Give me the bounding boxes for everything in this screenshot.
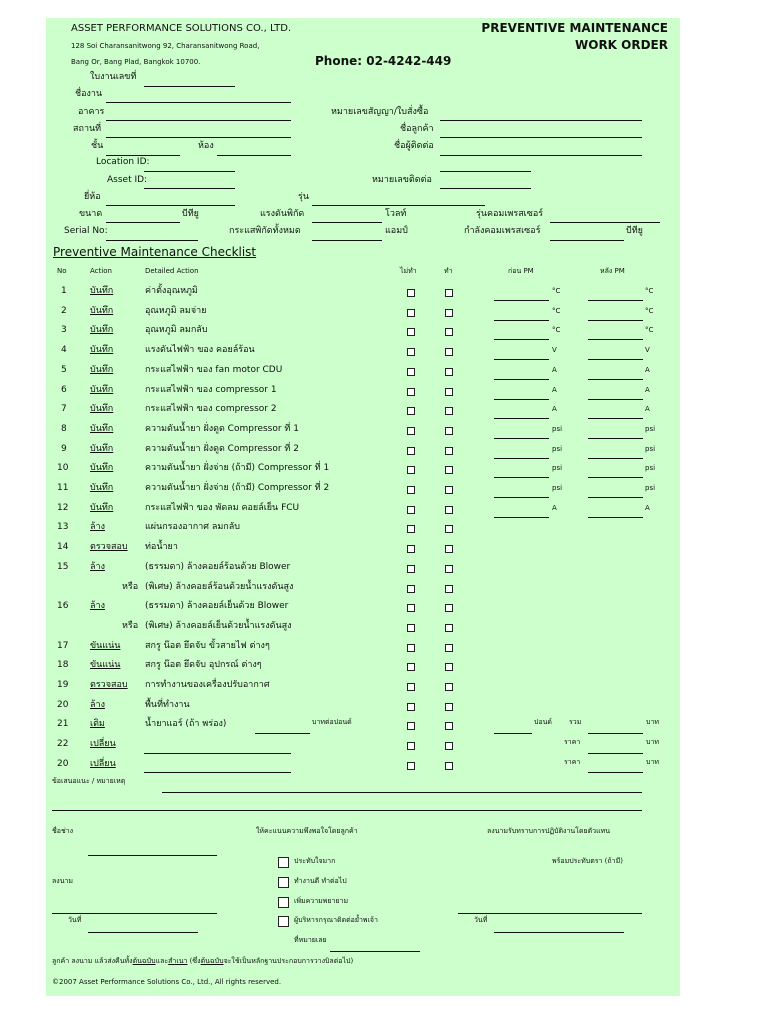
before-pm-field[interactable] [494,339,549,340]
after-pm-unit: A [645,386,650,394]
done-checkbox[interactable] [445,348,453,356]
after-pm-unit: psi [645,425,656,433]
row-number: 2 [61,306,67,316]
price-field-1[interactable] [588,753,643,754]
date-field[interactable] [88,932,198,933]
size-field[interactable] [106,222,180,223]
serial-field[interactable] [106,240,198,241]
done-checkbox[interactable] [445,486,453,494]
before-pm-unit: psi [552,445,563,453]
asset-id-label: Asset ID: [107,175,148,185]
done-checkbox[interactable] [445,644,453,652]
row-detail: สกรู น๊อต ยึดจับ ขั้วสายไฟ ต่างๆ [145,641,270,651]
row-number: 8 [61,424,67,434]
rating-title: ให้คะแนนความพึงพอใจโดยลูกค้า [256,827,358,835]
not-done-checkbox[interactable] [407,466,415,474]
remarks-label: ข้อเสนอแนะ / หมายเหตุ [52,777,126,785]
signature-field[interactable] [52,913,217,914]
price-label-1: ราคา [564,738,581,746]
row-action: เปลี่ยน [90,759,116,769]
before-pm-unit: psi [552,484,563,492]
before-pm-field[interactable] [494,379,549,380]
row-detail: กระแสไฟฟ้า ของ fan motor CDU [145,365,283,375]
location-id-field[interactable] [144,171,235,172]
row-action: ล้าง [90,601,105,611]
before-pm-field[interactable] [494,438,549,439]
before-pm-unit: A [552,405,557,413]
before-pm-unit: A [552,366,557,374]
not-done-checkbox[interactable] [407,604,415,612]
after-pm-field[interactable] [588,300,643,301]
not-done-checkbox[interactable] [407,309,415,317]
row-number: 13 [57,522,69,532]
brand-field[interactable] [106,205,235,206]
row-or-label: หรือ [122,582,139,592]
job-name-label: ชื่องาน [75,89,103,99]
before-pm-unit: psi [552,464,563,472]
row-detail: แผ่นกรองอากาศ ลมกลับ [145,522,240,532]
refill-price-field[interactable] [255,733,310,734]
row-action: บันทึก [90,503,114,513]
room-field[interactable] [217,155,291,156]
before-pm-field[interactable] [494,320,549,321]
refill-baht-label: บาท [646,718,659,726]
size-label: ขนาด [79,209,103,219]
not-done-checkbox[interactable] [407,742,415,750]
row-number: 17 [57,641,69,651]
total-label: รวม [569,718,582,726]
asset-id-field[interactable] [144,188,235,189]
col-header-after-pm: หลัง PM [600,267,625,275]
row-action: เปลี่ยน [90,739,116,749]
not-done-checkbox[interactable] [407,289,415,297]
copyright: ©2007 Asset Performance Solutions Co., Ltd., All rights reserved. [52,978,282,986]
remarks-line-2[interactable] [52,810,642,811]
after-pm-unit: A [645,366,650,374]
row-detail: กระแสไฟฟ้า ของ พัดลม คอยล์เย็น FCU [145,503,300,513]
before-pm-field[interactable] [494,517,549,518]
rating-checkbox-4[interactable] [278,916,289,927]
before-pm-unit: A [552,504,557,512]
done-checkbox[interactable] [445,545,453,553]
return-note: ลูกค้า ลงนาม แล้วส่งคืนทั้งต้นฉบับและสำเนา (ซึ่งต้นฉบับจะใช้เป็นหลักฐานประกอบการวางบิลต่อไป) [52,957,354,965]
rating-option-4: ผู้บริหารกรุณาติดต่อย้ำพเจ้า [294,916,378,924]
row-number: 21 [57,719,69,729]
date2-field[interactable] [494,932,624,933]
after-pm-unit: A [645,405,650,413]
before-pm-field[interactable] [494,418,549,419]
before-pm-unit: A [552,386,557,394]
after-pm-field[interactable] [588,477,643,478]
after-pm-field[interactable] [588,379,643,380]
floor-label: ชั้น [91,141,104,151]
row-action: ตรวจสอบ [90,542,128,552]
after-pm-unit: psi [645,464,656,472]
building-label: อาคาร [78,107,105,117]
floor-field[interactable] [106,155,180,156]
row-detail: สกรู น๊อต ยึดจับ อุปกรณ์ ต่างๆ [145,660,262,670]
row-action: บันทึก [90,463,114,473]
place-field[interactable] [106,137,291,138]
not-done-checkbox[interactable] [407,506,415,514]
row-number: 9 [61,444,67,454]
done-checkbox[interactable] [445,624,453,632]
before-pm-unit: psi [552,425,563,433]
row-action: บันทึก [90,286,114,296]
after-pm-unit: psi [645,445,656,453]
row-or-label: หรือ [122,621,139,631]
row-detail: น้ำยาแอร์ (ถ้า พร่อง) [145,719,227,729]
amp-label: แอมป์ [385,226,408,236]
before-pm-field[interactable] [494,300,549,301]
serial-label: Serial No: [64,226,108,236]
done-checkbox[interactable] [445,506,453,514]
building-field[interactable] [106,120,291,121]
row-detail: ความดันน้ำยา ฝั่งดูด Compressor ที่ 2 [145,444,299,454]
row-number: 1 [61,286,67,296]
after-pm-field[interactable] [588,339,643,340]
row-number: 12 [57,503,69,513]
not-done-checkbox[interactable] [407,545,415,553]
rated-voltage-field[interactable] [312,222,382,223]
not-done-checkbox[interactable] [407,427,415,435]
after-pm-unit: °C [645,326,654,334]
not-done-checkbox[interactable] [407,644,415,652]
row-detail: (ธรรมดา) ล้างคอยล์เย็นด้วย Blower [145,601,289,611]
replace-item-1-field[interactable] [144,753,291,754]
replace-item-2-field[interactable] [144,772,291,773]
row-action: ล้าง [90,700,105,710]
row-detail: ความดันน้ำยา ฝั่งดูด Compressor ที่ 1 [145,424,299,434]
done-checkbox[interactable] [445,762,453,770]
contact-no-label: หมายเลขติดต่อ [372,175,432,185]
baht-label-2: บาท [646,758,659,766]
row-action: ตรวจสอบ [90,680,128,690]
date-label: วันที่ [68,916,82,924]
before-pm-field[interactable] [494,399,549,400]
after-pm-field[interactable] [588,399,643,400]
rating-option-3: เพิ่มความพยายาม [294,897,349,905]
row-number: 19 [57,680,69,690]
not-done-checkbox[interactable] [407,328,415,336]
row-number: 20 [57,700,69,710]
row-action: เติม [90,719,105,729]
checklist-title: Preventive Maintenance Checklist [53,245,257,259]
done-checkbox[interactable] [445,388,453,396]
col-header-done: ทำ [444,267,453,275]
rating-checkbox-3[interactable] [278,897,289,908]
remarks-line-1[interactable] [162,792,642,793]
not-done-checkbox[interactable] [407,624,415,632]
rating-checkbox-2[interactable] [278,877,289,888]
location-id-label: Location ID: [96,157,150,167]
row-number: 3 [61,325,67,335]
row-number: 7 [61,404,67,414]
row-number: 20 [57,759,69,769]
technician-field[interactable] [88,855,217,856]
row-number: 10 [57,463,69,473]
col-header-not-done: ไม่ทำ [400,267,417,275]
row-action: บันทึก [90,424,114,434]
before-pm-unit: °C [552,307,561,315]
row-action: ขันแน่น [90,641,121,651]
rating-option-2: ทำงานดี ทำต่อไป [294,877,347,885]
row-number: 5 [61,365,67,375]
signature-label: ลงนาม [52,877,74,885]
row-number: 22 [57,739,69,749]
price-label-2: ราคา [564,758,581,766]
done-checkbox[interactable] [445,407,453,415]
contact-no-field[interactable] [440,188,531,189]
after-pm-field[interactable] [588,320,643,321]
contract-no-label: หมายเลขสัญญา/ใบสั่งซื้อ [331,107,429,117]
done-checkbox[interactable] [445,585,453,593]
brand-label: ยี่ห้อ [84,192,101,202]
pound-label: ปอนด์ [534,718,552,726]
model-field[interactable] [312,205,485,206]
not-done-checkbox[interactable] [407,565,415,573]
not-done-checkbox[interactable] [407,703,415,711]
form-subtitle: WORK ORDER [575,38,668,52]
rating-checkbox-1[interactable] [278,857,289,868]
before-pm-unit: °C [552,287,561,295]
done-checkbox[interactable] [445,328,453,336]
not-done-checkbox[interactable] [407,663,415,671]
compressor-power-field[interactable] [550,240,624,241]
rated-voltage-label: แรงดันพิกัด [260,209,305,219]
not-done-checkbox[interactable] [407,348,415,356]
not-done-checkbox[interactable] [407,407,415,415]
room-label: ห้อง [198,141,214,151]
technician-label: ชื่อช่าง [52,827,74,835]
done-checkbox[interactable] [445,604,453,612]
not-done-checkbox[interactable] [407,486,415,494]
not-done-checkbox[interactable] [407,585,415,593]
stamp-label: พร้อมประทับตรา (ถ้ามี) [552,857,623,865]
phone-number: Phone: 02-4242-449 [315,54,452,68]
refill-total-field[interactable] [588,733,643,734]
after-pm-field[interactable] [588,359,643,360]
job-name-field[interactable] [106,102,291,103]
col-header-action: Action [90,267,112,275]
btu-label: บีทียู [182,209,199,219]
before-pm-unit: V [552,346,557,354]
done-checkbox[interactable] [445,722,453,730]
rating-phone-field[interactable] [330,951,420,952]
done-checkbox[interactable] [445,565,453,573]
before-pm-field[interactable] [494,497,549,498]
row-detail: กระแสไฟฟ้า ของ compressor 1 [145,385,277,395]
row-detail: อุณหภูมิ ลมกลับ [145,325,208,335]
done-checkbox[interactable] [445,427,453,435]
row-detail: แรงดันไฟฟ้า ของ คอยล์ร้อน [145,345,255,355]
company-name: ASSET PERFORMANCE SOLUTIONS CO., LTD. [71,23,292,34]
row-detail: กระแสไฟฟ้า ของ compressor 2 [145,404,277,414]
before-pm-unit: °C [552,326,561,334]
row-detail: (ธรรมดา) ล้างคอยล์ร้อนด้วย Blower [145,562,291,572]
after-pm-field[interactable] [588,438,643,439]
row-action: บันทึก [90,325,114,335]
after-pm-unit: V [645,346,650,354]
acknowledge-label: ลงนามรับทราบการปฏิบัติงานโดยตัวแทน [487,827,610,835]
row-detail: การทำงานของเครื่องปรับอากาศ [145,680,270,690]
after-pm-unit: °C [645,307,654,315]
contact-name-label: ชื่อผู้ติดต่อ [394,141,434,151]
contract-no-field[interactable] [440,120,642,121]
done-checkbox[interactable] [445,525,453,533]
row-number: 15 [57,562,69,572]
after-pm-field[interactable] [588,418,643,419]
done-checkbox[interactable] [445,663,453,671]
job-number-field[interactable] [144,86,235,87]
customer-name-label: ชื่อลูกค้า [400,124,434,134]
total-current-label: กระแสพิกัดทั้งหมด [229,226,301,236]
after-pm-field[interactable] [588,517,643,518]
date2-label: วันที่ [474,916,488,924]
before-pm-field[interactable] [494,359,549,360]
refill-pounds-field[interactable] [494,733,532,734]
customer-signature-field[interactable] [458,913,642,914]
col-header-before-pm: ก่อน PM [508,267,534,275]
rating-option-1: ประทับใจมาก [294,857,336,865]
after-pm-field[interactable] [588,458,643,459]
row-detail: (พิเศษ) ล้างคอยล์เย็นด้วยน้ำแรงดันสูง [145,621,292,631]
row-action: ล้าง [90,522,105,532]
col-header-no: No [57,267,67,275]
before-pm-field[interactable] [494,477,549,478]
row-action: ล้าง [90,562,105,572]
row-detail: ความดันน้ำยา ฝั่งจ่าย (ถ้ามี) Compressor ที่ 2 [145,483,330,493]
after-pm-unit: °C [645,287,654,295]
row-action: บันทึก [90,306,114,316]
not-done-checkbox[interactable] [407,762,415,770]
row-number: 4 [61,345,67,355]
row-detail: อุณหภูมิ ลมจ่าย [145,306,207,316]
row-number: 6 [61,385,67,395]
total-current-field[interactable] [312,240,382,241]
compressor-model-label: รุ่นคอมเพรสเซอร์ [476,209,544,219]
after-pm-field[interactable] [588,497,643,498]
address-line-2: Bang Or, Bang Plad, Bangkok 10700. [71,58,201,66]
price-field-2[interactable] [588,772,643,773]
form-title: PREVENTIVE MAINTENANCE [481,21,668,35]
row-action: ขันแน่น [90,660,121,670]
row-detail: ความดันน้ำยา ฝั่งจ่าย (ถ้ามี) Compressor ที่ 1 [145,463,330,473]
address-line-1: 128 Soi Charansanitwong 92, Charansanitwong Road, [71,42,260,50]
row-detail: (พิเศษ) ล้างคอยล์ร้อนด้วยน้ำแรงดันสูง [145,582,294,592]
job-number-label: ใบงานเลขที่ [90,72,137,82]
row-number: 11 [57,483,69,493]
not-done-checkbox[interactable] [407,388,415,396]
row-action: บันทึก [90,385,114,395]
done-checkbox[interactable] [445,703,453,711]
row-number: 16 [57,601,69,611]
row-detail: ค่าตั้งอุณหภูมิ [145,286,198,296]
done-checkbox[interactable] [445,683,453,691]
not-done-checkbox[interactable] [407,683,415,691]
after-pm-unit: A [645,504,650,512]
place-label: สถานที่ [73,124,102,134]
contact-name-field[interactable] [440,155,642,156]
row-detail: ท่อน้ำยา [145,542,178,552]
customer-name-field[interactable] [440,137,642,138]
not-done-checkbox[interactable] [407,525,415,533]
baht-label-1: บาท [646,738,659,746]
col-header-detail: Detailed Action [145,267,199,275]
done-checkbox[interactable] [445,309,453,317]
done-checkbox[interactable] [445,368,453,376]
extra-field[interactable] [440,171,531,172]
row-action: บันทึก [90,404,114,414]
row-action: บันทึก [90,483,114,493]
row-action: บันทึก [90,365,114,375]
row-number: 18 [57,660,69,670]
before-pm-field[interactable] [494,458,549,459]
after-pm-unit: psi [645,484,656,492]
not-done-checkbox[interactable] [407,722,415,730]
model-label: รุ่น [298,192,309,202]
compressor-model-field[interactable] [550,222,660,223]
done-checkbox[interactable] [445,447,453,455]
not-done-checkbox[interactable] [407,368,415,376]
row-detail: พื้นที่ทำงาน [145,700,190,710]
row-action: บันทึก [90,345,114,355]
done-checkbox[interactable] [445,742,453,750]
row-number: 14 [57,542,69,552]
volt-label: โวลท์ [385,209,407,219]
done-checkbox[interactable] [445,466,453,474]
btu2-label: บีทียู [626,226,643,236]
row-action: บันทึก [90,444,114,454]
baht-per-pound-label: บาทต่อปอนด์ [312,718,352,726]
done-checkbox[interactable] [445,289,453,297]
rating-option-4-phone-label: ที่หมายเลย [294,936,327,944]
not-done-checkbox[interactable] [407,447,415,455]
compressor-power-label: กำลังคอมเพรสเซอร์ [464,226,541,236]
